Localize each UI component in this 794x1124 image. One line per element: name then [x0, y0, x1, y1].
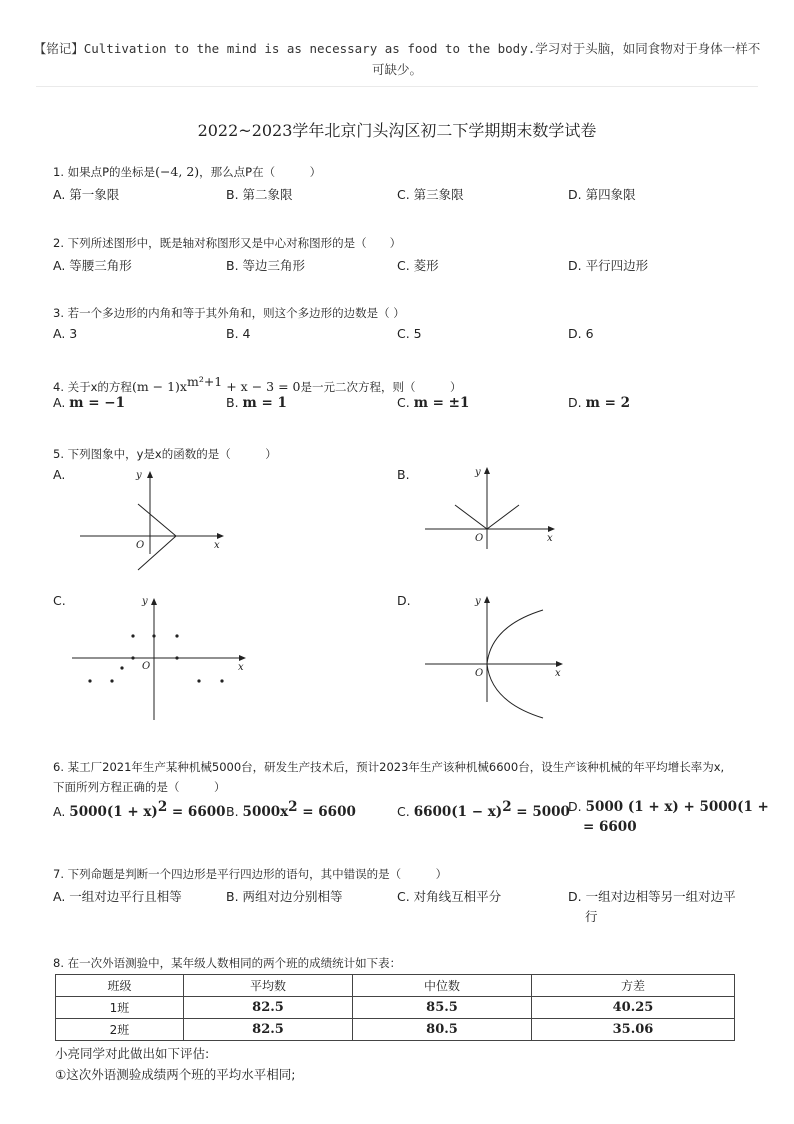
header-mean: 平均数: [184, 975, 353, 997]
table-row: [56, 997, 735, 1019]
q2-stem: 2. 下列所述图形中，既是轴对称图形又是中心对称图形的是（ ）: [53, 236, 402, 250]
q3-option-d[interactable]: D. 6: [568, 326, 594, 341]
q6-option-b[interactable]: B. $5000x^2 = 6600$: [226, 799, 356, 821]
q2-option-b[interactable]: B. 等边三角形: [226, 258, 306, 273]
table-header-row: [56, 975, 735, 997]
q7-option-c[interactable]: C. 对角线互相平分: [397, 889, 502, 904]
q5-option-d-label[interactable]: D.: [397, 593, 411, 608]
y-label: y: [475, 467, 481, 478]
point: [175, 656, 178, 659]
y-arrow: [484, 467, 490, 474]
q5-graph-c[interactable]: [72, 592, 252, 722]
x-arrow: [239, 655, 246, 661]
y-label: y: [136, 470, 142, 481]
q6-option-a[interactable]: A. $5000(1 + x)^2 = 6600$: [53, 799, 226, 821]
x-label: x: [238, 662, 244, 673]
y-arrow: [151, 598, 157, 605]
q1-option-a[interactable]: A. 第一象限: [53, 187, 120, 202]
q6-stem-line2: 下面所列方程正确的是（ ）: [53, 780, 226, 794]
header-class: 班级: [56, 975, 184, 997]
y-arrow: [147, 471, 153, 478]
q6-option-d[interactable]: D. 5000 (1 + x) + 5000(1 +: [568, 799, 769, 815]
q7-stem: 7. 下列命题是判断一个四边形是平行四边形的语句，其中错误的是（ ）: [53, 867, 448, 881]
point: [110, 679, 113, 682]
point: [197, 679, 200, 682]
point: [120, 666, 123, 669]
q5-stem: 5. 下列图象中，y是x的函数的是（ ）: [53, 447, 277, 461]
x-label: x: [214, 540, 220, 551]
cell-variance: 40.25: [532, 997, 735, 1019]
x-label: x: [555, 668, 561, 679]
q6-option-d-cont[interactable]: = 6600: [583, 819, 637, 835]
q2-option-c[interactable]: C. 菱形: [397, 258, 439, 273]
q1-option-b[interactable]: B. 第二象限: [226, 187, 293, 202]
cell-mean: 82.5: [184, 997, 353, 1019]
point: [131, 656, 134, 659]
q4-option-d[interactable]: D. m = 2: [568, 395, 630, 411]
q2-option-a[interactable]: A. 等腰三角形: [53, 258, 132, 273]
q1-stem: 1. 如果点P的坐标是(−4, 2)，那么点P在（ ）: [53, 164, 322, 179]
x-arrow: [217, 533, 224, 539]
q8-stats-table: [55, 974, 735, 1041]
q3-option-a[interactable]: A. 3: [53, 326, 78, 341]
q4-option-b[interactable]: B. m = 1: [226, 395, 287, 411]
point: [220, 679, 223, 682]
graph-a-curve: [138, 504, 176, 570]
cell-class: 2班: [56, 1019, 184, 1041]
table-row: [56, 1019, 735, 1041]
q3-option-c[interactable]: C. 5: [397, 326, 422, 341]
point: [131, 634, 134, 637]
header-divider: [36, 86, 758, 87]
q3-option-b[interactable]: B. 4: [226, 326, 251, 341]
q5-option-b-label[interactable]: B.: [397, 467, 410, 482]
exam-title: 2022~2023学年北京门头沟区初二下学期期末数学试卷: [197, 121, 597, 140]
y-label: y: [475, 596, 481, 607]
q4-stem: 4. 关于x的方程$(m - 1)x^{m^2+1} + x - 3 = 0$是一元二次方程，则（ ）: [53, 374, 462, 394]
q6-stem-line1: 6. 某工厂2021年生产某种机械5000台，研发生产技术后，预计2023年生产该种机械6600台，设生产该种机械的年平均增长率为x,: [53, 760, 725, 774]
x-arrow: [556, 661, 563, 667]
q1-option-d[interactable]: D. 第四象限: [568, 187, 636, 202]
q1-option-c[interactable]: C. 第三象限: [397, 187, 464, 202]
q7-option-d[interactable]: D. 一组对边相等另一组对边平: [568, 889, 736, 904]
q5-graph-d[interactable]: [425, 592, 575, 704]
motto-banner: 【铭记】Cultivation to the mind is as necessary as food to the body.学习对于头脑，如同食物对于身体一样不可缺少。: [33, 41, 761, 77]
q8-stem: 8. 在一次外语测验中，某年级人数相同的两个班的成绩统计如下表：: [53, 956, 402, 970]
q8-line1: 小亮同学对此做出如下评估:: [55, 1046, 210, 1061]
q8-line2: ①这次外语测验成绩两个班的平均水平相同;: [55, 1067, 296, 1082]
q7-option-b[interactable]: B. 两组对边分别相等: [226, 889, 343, 904]
q4-option-c[interactable]: C. m = ±1: [397, 395, 470, 411]
q5-graph-a[interactable]: [80, 466, 230, 556]
cell-median: 80.5: [353, 1019, 532, 1041]
point: [152, 634, 155, 637]
q3-stem: 3. 若一个多边形的内角和等于其外角和，则这个多边形的边数是（ ）: [53, 306, 405, 320]
point: [175, 634, 178, 637]
header-variance: 方差: [532, 975, 735, 997]
q5-graph-b[interactable]: [425, 465, 565, 550]
origin-label: O: [136, 540, 145, 551]
q7-option-a[interactable]: A. 一组对边平行且相等: [53, 889, 182, 904]
y-arrow: [484, 596, 490, 603]
q7-option-d-cont[interactable]: 行: [585, 909, 598, 924]
q2-option-d[interactable]: D. 平行四边形: [568, 258, 649, 273]
cell-class: 1班: [56, 997, 184, 1019]
point: [88, 679, 91, 682]
origin-label: O: [475, 533, 484, 544]
cell-median: 85.5: [353, 997, 532, 1019]
cell-mean: 82.5: [184, 1019, 353, 1041]
x-label: x: [547, 533, 553, 544]
origin-label: O: [142, 661, 151, 672]
cell-variance: 35.06: [532, 1019, 735, 1041]
origin-label: O: [475, 668, 484, 679]
y-label: y: [142, 596, 148, 607]
q4-option-a[interactable]: A. m = −1: [53, 395, 125, 411]
q5-option-a-label[interactable]: A.: [53, 467, 66, 482]
header-median: 中位数: [353, 975, 532, 997]
x-arrow: [548, 526, 555, 532]
q5-option-c-label[interactable]: C.: [53, 593, 66, 608]
q6-option-c[interactable]: C. $6600(1 - x)^2 = 5000$: [397, 799, 570, 821]
